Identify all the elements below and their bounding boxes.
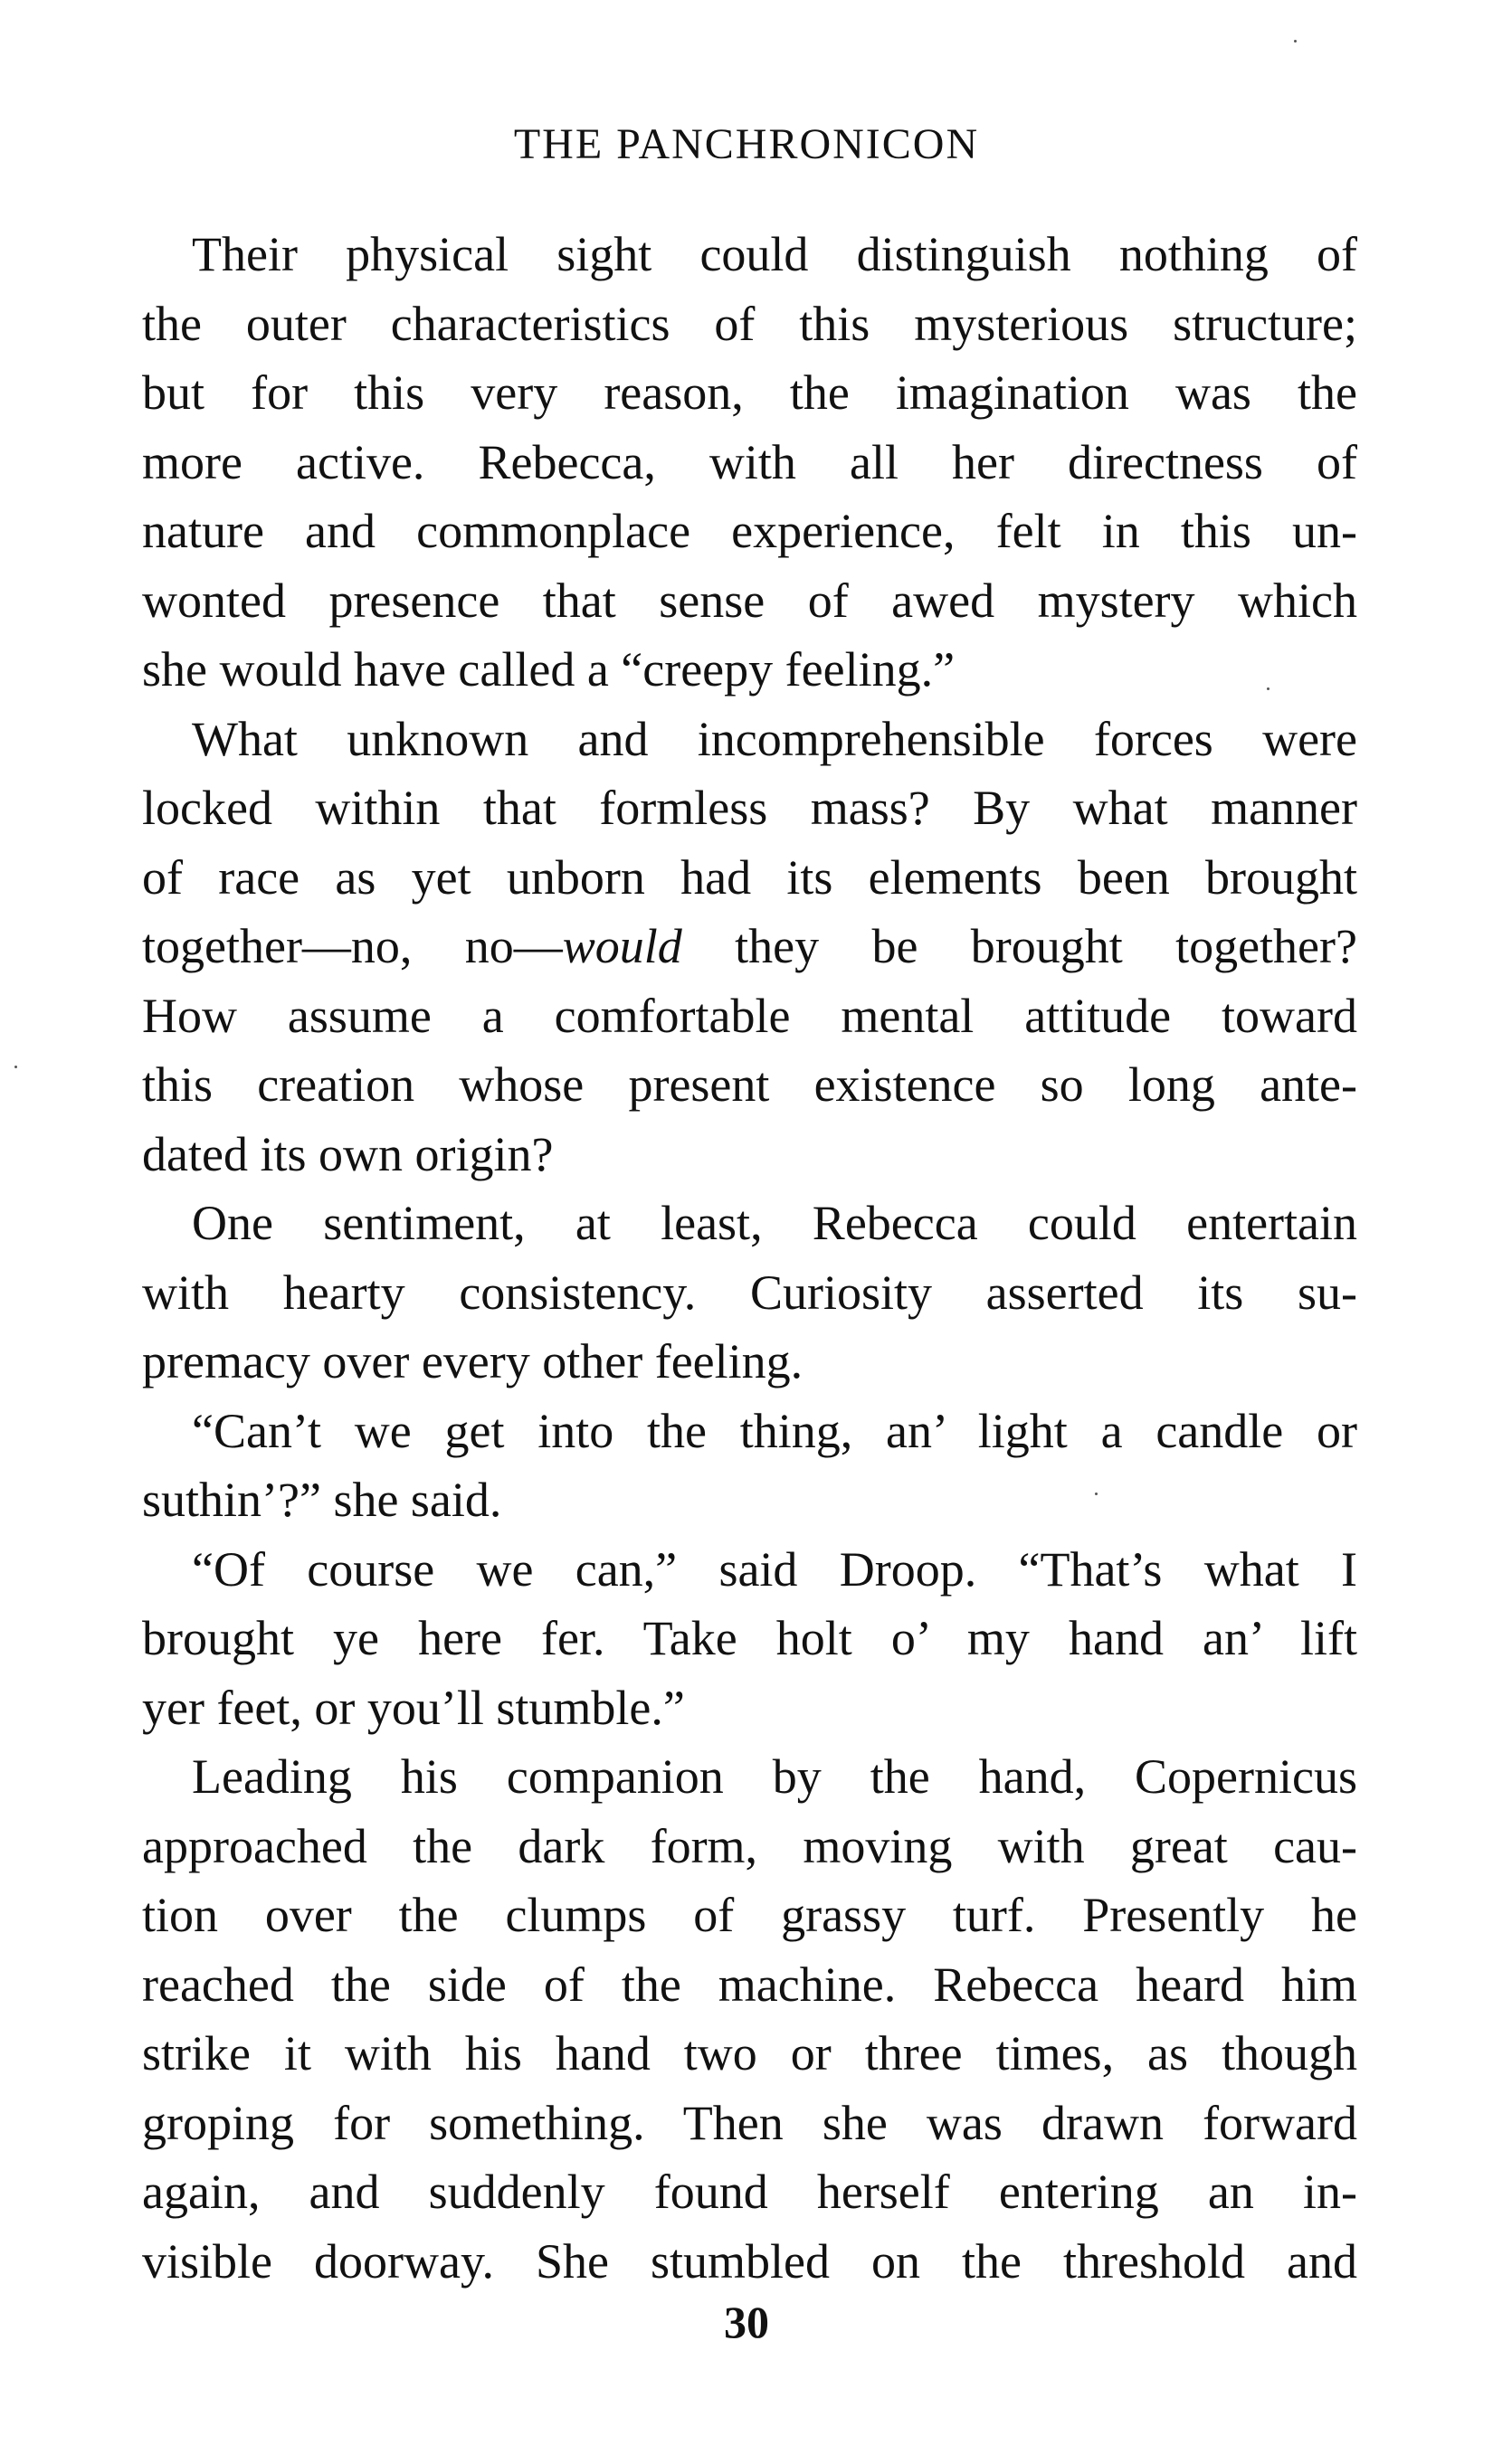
text-line: again, and suddenly found herself entering an in- xyxy=(142,2165,1357,2219)
text-line: but for this very reason, the imagination was the xyxy=(142,365,1357,420)
text-line: strike it with his hand two or three times, as though xyxy=(142,2026,1357,2080)
text-line: suthin’?” she said. xyxy=(142,1473,502,1527)
print-speck xyxy=(1294,40,1297,43)
text-line: wonted presence that sense of awed mystery which xyxy=(142,573,1357,628)
paragraph-1 xyxy=(142,220,1357,705)
text-line: locked within that formless mass? By what manner xyxy=(142,781,1357,835)
text-line: brought ye here fer. Take holt o’ my hand an’ lift xyxy=(142,1611,1357,1665)
text-line: Leading his companion by the hand, Copernicus xyxy=(192,1749,1357,1804)
text-line: the outer characteristics of this mysterious structure; xyxy=(142,296,1357,351)
text-line: premacy over every other feeling. xyxy=(142,1334,804,1388)
emphasis-word: would xyxy=(562,919,682,973)
paragraph-4 xyxy=(142,1397,1357,1535)
paragraph-5 xyxy=(142,1535,1357,1743)
text-line: yer feet, or you’ll stumble.” xyxy=(142,1680,685,1735)
text-line: with hearty consistency. Curiosity asserted its su- xyxy=(142,1265,1357,1320)
text-line: nature and commonplace experience, felt in this un- xyxy=(142,504,1357,558)
page-number: 30 xyxy=(724,2297,769,2347)
emphasis-line-text: together—no, no—would they be brought together? xyxy=(142,919,1357,973)
paragraph-3 xyxy=(142,1189,1357,1397)
text-line: How assume a comfortable mental attitude toward xyxy=(142,988,1357,1043)
running-head: THE PANCHRONICON xyxy=(513,120,980,168)
print-speck xyxy=(1267,687,1270,690)
text-line: “Can’t we get into the thing, an’ light a candle or xyxy=(192,1403,1357,1458)
text-line: groping for something. Then she was drawn forward xyxy=(142,2095,1357,2150)
text-line: tion over the clumps of grassy turf. Presently he xyxy=(142,1888,1357,1942)
text-line: this creation whose present existence so long ante- xyxy=(142,1057,1357,1112)
text-line: she would have called a “creepy feeling.” xyxy=(142,642,956,697)
text-line-with-emphasis xyxy=(142,912,1357,981)
print-speck xyxy=(14,1066,17,1068)
text-line: visible doorway. She stumbled on the threshold and xyxy=(142,2233,1357,2289)
text-line: of race as yet unborn had its elements been brought xyxy=(142,849,1357,905)
body-text xyxy=(142,220,1357,2296)
paragraph-2 xyxy=(142,705,1357,1189)
text-line: approached the dark form, moving with great cau- xyxy=(142,1818,1357,1873)
text-line: What unknown and incomprehensible forces were xyxy=(192,711,1357,766)
text-line: Their physical sight could distinguish nothing of xyxy=(192,227,1357,281)
print-speck xyxy=(1095,1493,1098,1495)
paragraph-6 xyxy=(142,1742,1357,2296)
text-line: “Of course we can,” said Droop. “That’s what I xyxy=(192,1541,1357,1597)
text-line: One sentiment, at least, Rebecca could entertain xyxy=(192,1196,1357,1250)
text-line: reached the side of the machine. Rebecca heard him xyxy=(142,1957,1357,2012)
text-line: dated its own origin? xyxy=(142,1126,554,1181)
text-line: more active. Rebecca, with all her directness of xyxy=(142,434,1357,489)
